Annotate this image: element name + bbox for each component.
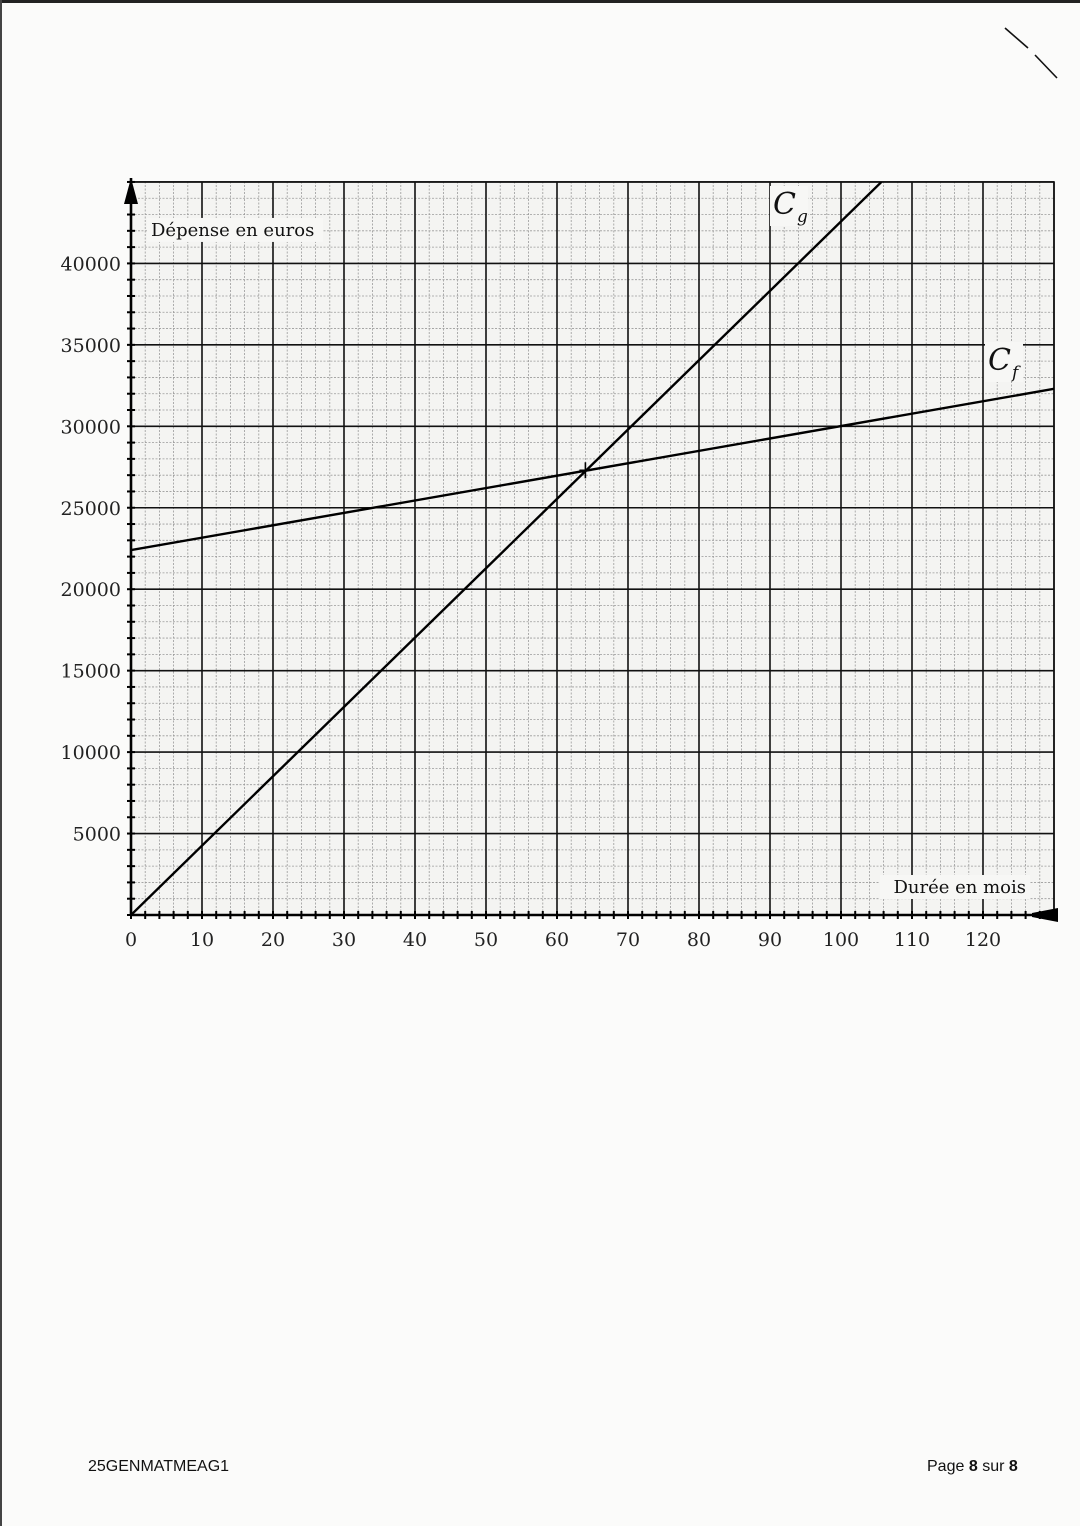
- curve-label-c-f: $C_f$: [988, 343, 1019, 383]
- y-tick-label: 25000: [60, 497, 121, 520]
- x-tick-label: 0: [124, 929, 138, 951]
- x-axis-title: Durée en mois: [893, 877, 1026, 898]
- x-tick-label: 60: [544, 929, 570, 951]
- y-tick-label: 35000: [60, 334, 121, 357]
- x-tick-label: 80: [686, 929, 712, 951]
- x-tick-label: 100: [822, 929, 860, 951]
- x-tick-label: 120: [964, 929, 1002, 951]
- x-tick-label: 90: [757, 929, 783, 951]
- y-tick-label: 30000: [60, 416, 121, 439]
- page-current: 8: [968, 1458, 978, 1475]
- x-tick-label: 30: [331, 929, 357, 951]
- y-tick-label: 10000: [60, 742, 121, 765]
- x-tick-label: 20: [260, 929, 286, 951]
- y-tick-label: 15000: [60, 660, 121, 683]
- plot-area: [131, 182, 1054, 915]
- x-tick-label: 40: [402, 929, 428, 951]
- y-tick-label: 5000: [72, 823, 121, 846]
- grid-minor: [131, 182, 1054, 915]
- document-code: 25GENMATMEAG1: [88, 1458, 230, 1475]
- x-tick-label: 110: [893, 929, 931, 951]
- page-word: Page: [927, 1458, 965, 1475]
- y-tick-label: 40000: [60, 253, 121, 276]
- x-tick-label: 10: [189, 929, 215, 951]
- page-sep: sur: [982, 1458, 1005, 1475]
- y-tick-label: 20000: [60, 579, 121, 602]
- x-tick-label: 50: [473, 929, 499, 951]
- page-number: [927, 1458, 1018, 1476]
- curve-label-c-g: $C_g$: [773, 187, 808, 227]
- x-tick-label: 70: [615, 929, 641, 951]
- page-total: 8: [1008, 1458, 1018, 1475]
- y-axis-title: Dépense en euros: [151, 219, 315, 241]
